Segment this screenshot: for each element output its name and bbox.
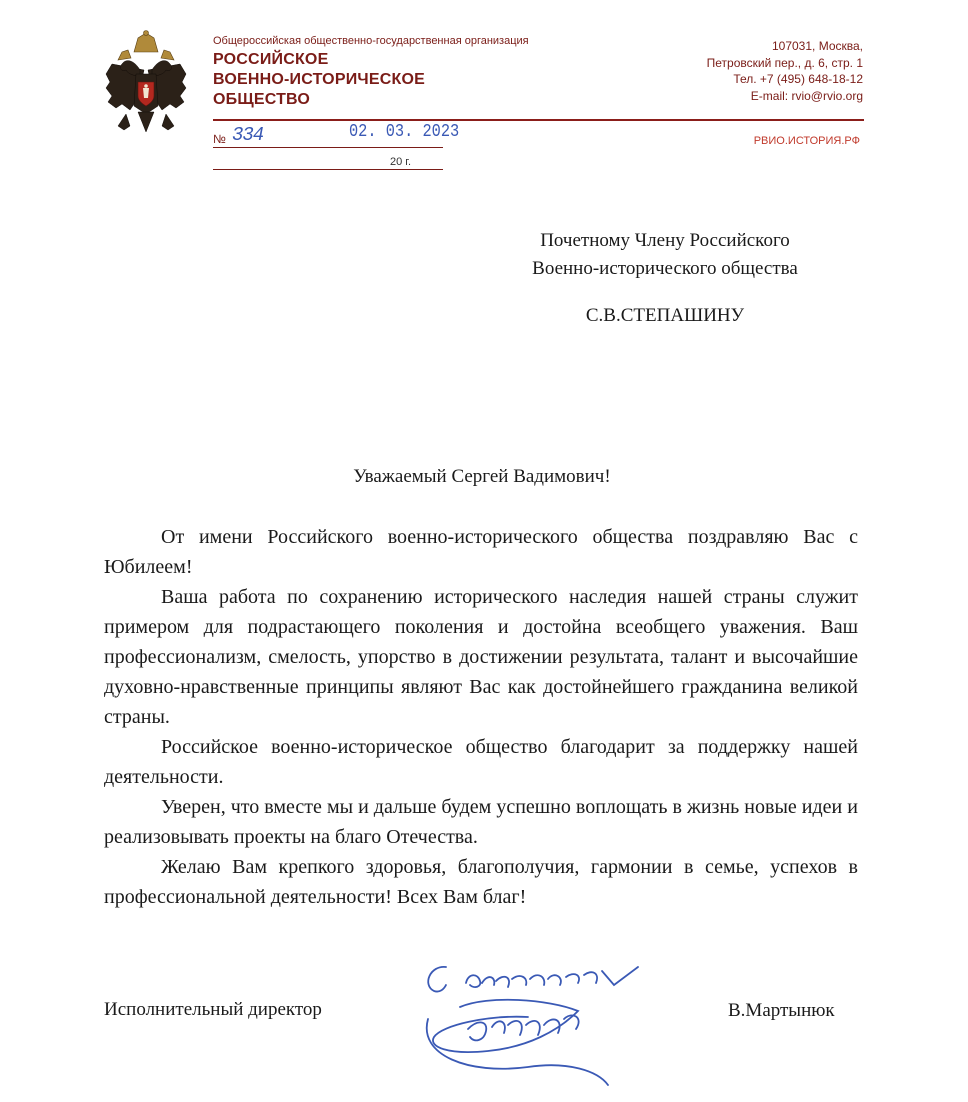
org-name-line: ОБЩЕСТВО (213, 91, 311, 108)
letter-body (104, 522, 858, 912)
org-name-line: ВОЕННО-ИСТОРИЧЕСКОЕ (213, 71, 425, 88)
addressee-line: Военно-исторического общества (532, 258, 798, 279)
paragraph: От имени Российского военно-исторического общества поздравляю Вас с Юбилеем! (104, 526, 858, 578)
signer-name: В.Мартынюк (728, 1000, 835, 1021)
contact-block (623, 38, 863, 104)
org-name (213, 50, 425, 110)
double-headed-eagle-emblem (104, 30, 188, 142)
number-underline (213, 147, 443, 148)
year-label: 20 г. (390, 156, 412, 168)
addressee-title (490, 227, 840, 283)
signer-position: Исполнительный директор (104, 999, 322, 1020)
website-link[interactable]: РВИО.ИСТОРИЯ.РФ (753, 135, 860, 147)
addressee-name: С.В.СТЕПАШИНУ (585, 305, 745, 326)
contact-phone: Тел. +7 (495) 648-18-12 (733, 72, 863, 86)
org-name-line: РОССИЙСКОЕ (213, 51, 329, 68)
contact-address: 107031, Москва, (771, 39, 863, 53)
org-subtitle: Общероссийская общественно-государственная организация (213, 35, 529, 47)
paragraph: Уверен, что вместе мы и дальше будем успешно воплощать в жизнь новые идеи и реализовывать проекты на благо Отечества. (104, 796, 858, 848)
handwritten-signature (408, 955, 668, 1090)
header-divider (213, 119, 864, 121)
greeting: Уважаемый Сергей Вадимович! (353, 466, 611, 487)
addressee-line: Почетному Члену Российского (540, 230, 790, 251)
contact-email: E-mail: rvio@rvio.org (750, 88, 863, 103)
year-underline (213, 169, 443, 170)
signature-text: С уважением, (528, 975, 536, 976)
handwritten-number: 334 (232, 124, 264, 146)
paragraph: Желаю Вам крепкого здоровья, благополучия, гармонии в семье, успехов в профессиональной деятельности! Всех Вам благ! (104, 856, 858, 908)
paragraph: Российское военно-историческое общество благодарит за поддержку нашей деятельности. (104, 736, 858, 788)
number-label: № (213, 132, 226, 146)
paragraph: Ваша работа по сохранению исторического наследия нашей страны служит примером для подрастающего поколения и достойна всеобщего уважения. Ваш профессионализм, смелость, упорство в достижении результата, талант и высочайшие духовно-нравственные принципы являют Вас как достойнейшего гражданина великой страны. (104, 586, 858, 728)
handwritten-date: 02. 03. 2023 (349, 122, 460, 142)
contact-street: Петровский пер., д. 6, стр. 1 (706, 55, 863, 70)
